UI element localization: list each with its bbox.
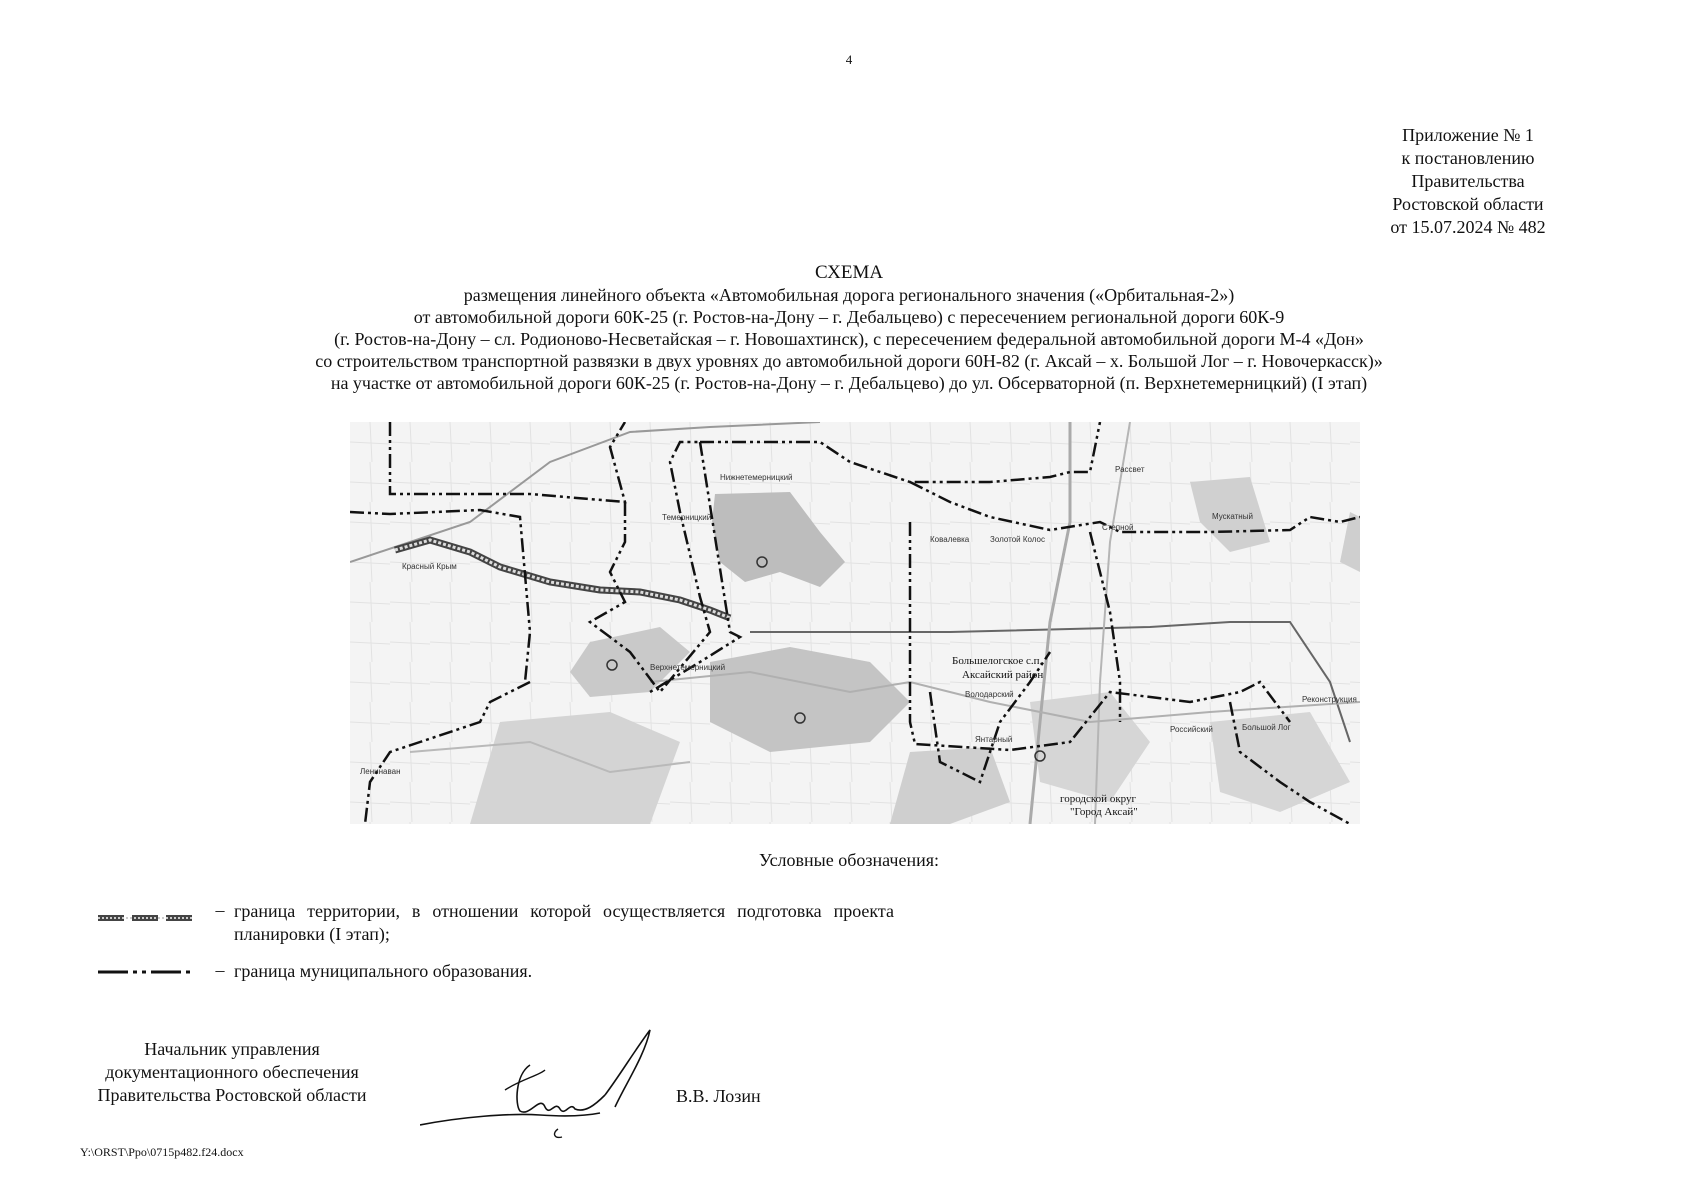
- signatory-position: [72, 1038, 392, 1107]
- map-label: Реконструкция: [1302, 695, 1357, 704]
- legend-title: Условные обозначения:: [758, 850, 940, 870]
- title-line: размещения линейного объекта «Автомобильная дорога регионального значения («Орбитальная-2»): [463, 285, 1235, 305]
- handwritten-signature: [420, 1025, 660, 1140]
- file-path: Y:\ORST\Ppo\0715p482.f24.docx: [80, 1145, 244, 1159]
- map-label: Володарский: [965, 690, 1014, 699]
- title-line: со строительством транспортной развязки в двух уровнях до автомобильной дороги 60Н-82 (г. Аксай – х. Большой Лог – г. Новочеркасск)»: [315, 351, 1383, 371]
- signatory-line: Правительства Ростовской области: [97, 1085, 367, 1105]
- map-label: Ленинаван: [360, 767, 401, 776]
- appendix-header: [1373, 124, 1563, 239]
- map-label-district: Аксайский район: [962, 669, 1044, 681]
- legend-dash: –: [215, 960, 225, 980]
- map-label: Красный Крым: [402, 562, 457, 571]
- title-line: на участке от автомобильной дороги 60К-25 (г. Ростов-на-Дону – г. Дебальцево) до ул. Обсерваторной (п. Верхнетемерницкий) (I этап): [330, 373, 1368, 393]
- scheme-map: [350, 422, 1360, 824]
- map-label: Рассвет: [1115, 465, 1145, 474]
- map-label-district: Большелогское с.п.: [952, 655, 1043, 667]
- legend-item-project-boundary: [96, 900, 894, 946]
- map-label: Российский: [1170, 725, 1213, 734]
- appendix-line: Правительства: [1411, 171, 1525, 191]
- legend-text: граница территории, в отношении которой осуществляется подготовка проекта планировки (I этап);: [234, 901, 894, 944]
- title-line: (г. Ростов-на-Дону – сл. Родионово-Несветайская – г. Новошахтинск), с пересечением федеральной автомобильной дороги М-4 «Дон»: [334, 329, 1364, 349]
- map-label: Янтарный: [975, 735, 1013, 744]
- municipal-boundary-symbol: [96, 960, 206, 984]
- map-label: Ковалевка: [930, 535, 970, 544]
- map-label: Нижнетемерницкий: [720, 473, 793, 482]
- appendix-line: к постановлению: [1401, 148, 1535, 168]
- map-label: Верхнетемерницкий: [650, 663, 726, 672]
- map-label-district: "Город Аксай": [1070, 806, 1138, 818]
- map-label: Темерницкий: [662, 513, 712, 522]
- map-label: Мускатный: [1212, 512, 1253, 521]
- legend-text: граница муниципального образования.: [234, 961, 533, 981]
- title-line: от автомобильной дороги 60К-25 (г. Ростов-на-Дону – г. Дебальцево) с пересечением региональной дороги 60К-9: [413, 307, 1285, 327]
- title-heading: СХЕМА: [814, 262, 884, 283]
- legend-dash: –: [215, 900, 225, 920]
- signatory-line: документационного обеспечения: [105, 1062, 359, 1082]
- appendix-line: от 15.07.2024 № 482: [1390, 217, 1546, 237]
- appendix-line: Ростовской области: [1392, 194, 1544, 214]
- project-boundary-symbol: [96, 900, 206, 924]
- signatory-name: В.В. Лозин: [676, 1086, 761, 1106]
- document-title: [0, 262, 1698, 394]
- legend-item-municipal-boundary: [96, 960, 894, 984]
- map-label-district: городской округ: [1060, 793, 1137, 805]
- appendix-line: Приложение № 1: [1402, 125, 1534, 145]
- page-number: 4: [845, 52, 853, 67]
- map-label: Большой Лог: [1242, 723, 1291, 732]
- map-label: Золотой Колос: [990, 535, 1045, 544]
- signatory-line: Начальник управления: [144, 1039, 320, 1059]
- map-label: Степной: [1102, 523, 1134, 532]
